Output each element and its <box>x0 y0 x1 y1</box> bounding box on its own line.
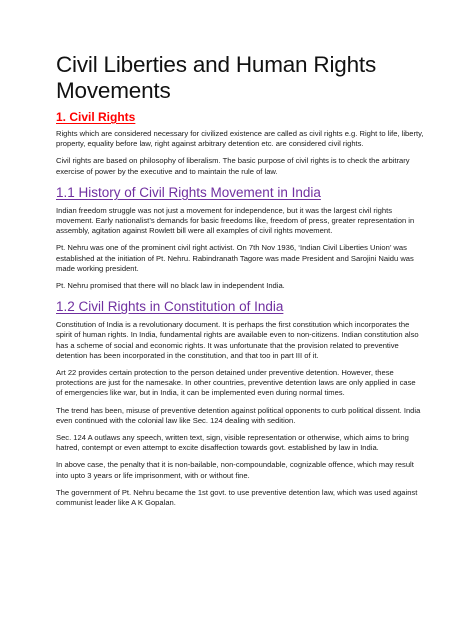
paragraph-civil-rights-definition: Rights which are considered necessary for civilized existence are called as civil rights e.g. Right to life, liberty, property, equality before law, right against arbitrary detention etc. are considered civil rights. <box>56 129 424 149</box>
paragraph-constitution-revolutionary: Constitution of India is a revolutionary document. It is perhaps the first constitution which incorporates the spirit of human rights. In India, fundamental rights are available even to non-citizens. Indian constitution also has a scheme of social and economic rights. It was unfortunate that the provision related to preventive detention has been incorporated in the constitution, and that too in part III of it. <box>56 320 419 360</box>
paragraph-misuse-trend: The trend has been, misuse of preventive detention against political opponents to curb political dissent. India even continued with the colonial law like Sec. 124 dealing with sedition. <box>56 405 421 425</box>
paragraph-civil-rights-philosophy: Civil rights are based on philosophy of liberalism. The basic purpose of civil rights is to check the arbitrary exercise of power by the executive and to maintain the rule of law. <box>56 156 410 176</box>
paragraph-nehru-government: The government of Pt. Nehru became the 1st govt. to use preventive detention law, which was used against communist leader like A K Gopalan. <box>56 487 418 508</box>
section-heading-civil-rights: 1. Civil Rights <box>56 110 136 124</box>
subsection-heading-history: 1.1 History of Civil Rights Movement in India <box>56 184 321 200</box>
paragraph-art-22: Art 22 provides certain protection to the person detained under preventive detention. However, these protections are just for the namesake. In other countries, preventive detention laws are only applied in case of emergencies like war, but in India, it can be implemented even during normal times. <box>56 368 416 398</box>
paragraph-sec-124a: Sec. 124 A outlaws any speech, written text, sign, visible representation or otherwise, which aims to bring hatred, contempt or even attempt to excite disaffection towards govt. established by law in India. <box>56 433 409 453</box>
paragraph-penalty: In above case, the penalty that it is non-bailable, non-compoundable, cognizable offence, which may result into upto 3 years or life imprisonment, with or without fine. <box>56 460 414 480</box>
paragraph-nehru-promise: Pt. Nehru promised that there will no black law in independent India. <box>56 281 285 291</box>
paragraph-nehru-activist: Pt. Nehru was one of the prominent civil right activist. On 7th Nov 1936, ‘Indian Civil Liberties Union’ was established at the initiation of Pt. Nehru. Rabindranath Tagore was made President and Sarojini Naidu was made working president. <box>56 243 414 273</box>
paragraph-freedom-struggle: Indian freedom struggle was not just a movement for independence, but it was the largest civil rights movement. Early nationalist’s demands for basic freedoms like, freedom of press, greater representation in assembly, agitation against Rowlett bill were all examples of civil rights movement. <box>56 205 415 236</box>
page-title: Civil Liberties and Human Rights Movements <box>56 52 376 103</box>
subsection-heading-constitution: 1.2 Civil Rights in Constitution of India <box>56 299 284 315</box>
